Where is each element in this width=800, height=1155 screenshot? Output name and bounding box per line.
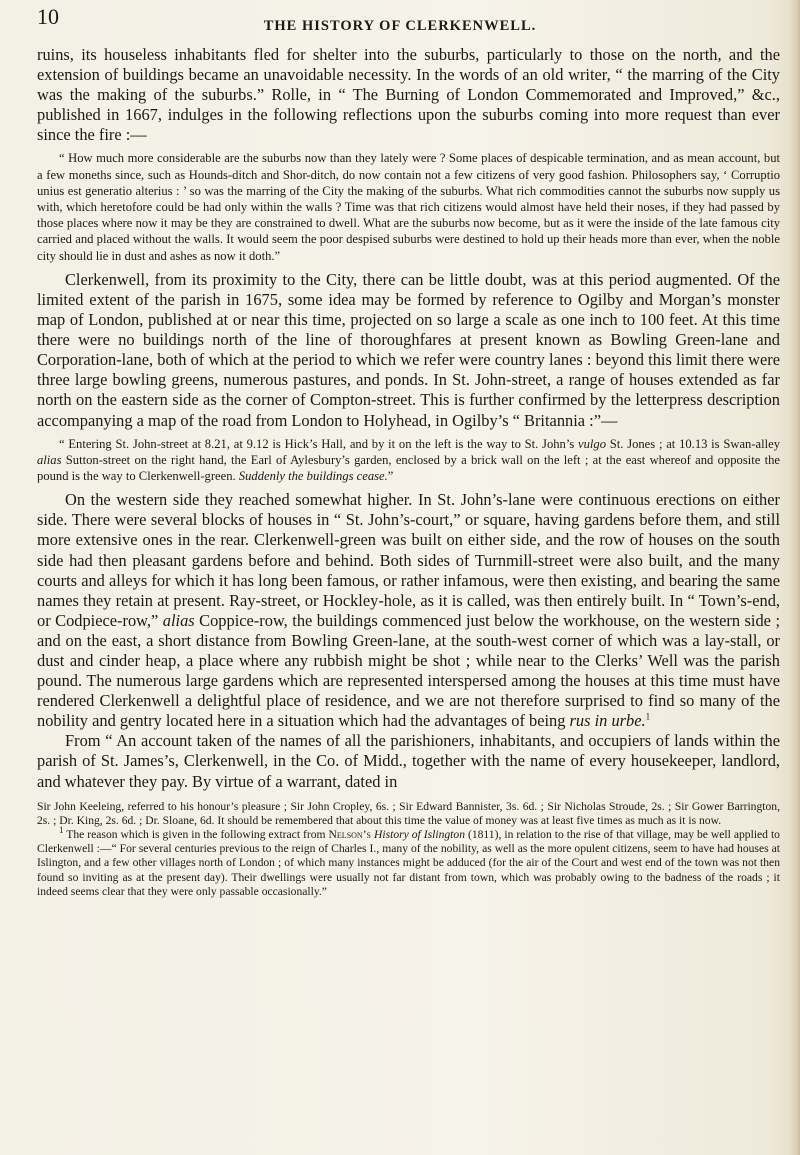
page-number: 10	[37, 4, 59, 29]
footnote-ref-1: 1	[645, 711, 651, 722]
running-title: THE HISTORY OF CLERKENWELL.	[263, 18, 537, 34]
paragraph-1: ruins, its houseless inhabitants fled for shelter into the suburbs, particularly to those on the north, and the extension of buildings became an unavoidable necessity. In the words of an old writer, “ the marring of the City was the making of the suburbs.” Rolle, in “ The Burning of London Commemorated and Improved,” &c., published in 1667, indulges in the following reflections upon the suburbs coming into more request than ever since the fire :—	[37, 45, 780, 145]
page-body	[37, 45, 780, 899]
paragraph-3-text-1: On the western side they reached somewhat higher. In St. John’s-lane were continuous erections on either side. There were several blocks of houses in “ St. John’s-court,” or square, having gardens before them, and still more extensive ones in the rear. Clerkenwell-green was built on either side, and the row of houses on the south side had then pleasant gardens before and behind. Both sides of Turnmill-street were also built, and the many courts and alleys for which it has long been famous, or rather infamous, were then existing, and bearing the same names they retain at present. Ray-street, or Hockley-hole, as it is called, was then entirely built. In “ Town’s-end, or Codpiece-row,”	[37, 490, 780, 630]
paragraph-2: Clerkenwell, from its proximity to the City, there can be little doubt, was at this period augmented. Of the limited extent of the parish in 1675, some idea may be formed by reference to Ogilby and Morgan’s monster map of London, published at or near this time, projected on so large a scale as one inch to 100 feet. At this time there were no buildings north of the line of thoroughfares at present known as Bowling Green-lane and Corporation-lane, both of which at the period to which we refer were country lanes : beyond this limit there were three large bowling greens, numerous pastures, and ponds. In St. John-street, a range of houses extended as far north on the eastern side as the corner of Compton-street. This is further confirmed by the letterpress description accompanying a map of the road from London to Holyhead, in Ogilby’s “ Britannia :”—	[37, 269, 780, 430]
quote-ogilby-text-2: St. Jones ; at 10.13 is Swan-alley	[606, 436, 780, 451]
footnote-1-book-title: History of Islington	[374, 828, 465, 842]
quote-ogilby	[37, 436, 780, 485]
quote-ogilby-text-1: “ Entering St. John-street at 8.21, at 9.12 is Hick’s Hall, and by it on the left is the way to St. John’s	[59, 436, 579, 451]
footnote-1-author: Nelson’s	[328, 828, 372, 842]
footnote-1-text-2: (1811), in relation to the rise of that village, may be well applied to Clerkenwell :—“ For several centuries previous to the reign of Charles I., many of the nobility, as well as the more opulent citizens, seem to have had houses at Islington, and a few other villages north of London ; of which many instances might be adduced (for the air of the Court and west end of the town was not then found so inviting as at the present day). Their dwellings were usually not far distant from town, which was probably owing to the badness of the roads ; it indeed seems clear that they were only passable occasionally.”	[37, 828, 780, 898]
paragraph-3-text-2: Coppice-row, the buildings commenced just below the workhouse, on the western side ; and on the east, a short distance from Bowling Green-lane, at the south-west corner of which was a lay-stall, or dust and cinder heap, a place where any rubbish might be shot ; while near to the Clerks’ Well was the parish pound. The numerous large gardens which are represented interspersed among the houses at this time must have rendered Clerkenwell a delightful place of residence, and we are not therefore surprised to find so many of the nobility and gentry located here in a situation which had the advantages of being	[37, 610, 780, 731]
quote-rolle: “ How much more considerable are the suburbs now than they lately were ? Some places of despicable termination, and as mean account, but a few moneths since, such as Hounds-ditch and Shor-ditch, do now contain not a few citizens of very good fashion. Philosophers say, ‘ Corruptio unius est generatio alterius : ’ so was the marring of the City the making of the suburbs. What rich commodities cannot the suburbs now supply us with, which heretofore could be had only within the walls ? Time was that rich citizens would almost have held their noses, if they had passed by those places where now it may be they are constrained to dwell. What are the suburbs now become, but as it were the inside of the late famous city carried and placed without the walls. It would seem the poor despised suburbs were destined to hold up their heads more than ever, when the noble city should lie in dust and ashes as now it doth.”	[37, 151, 780, 263]
quote-ogilby-text-3: Sutton-street on the right hand, the Earl of Aylesbury’s garden, enclosed by a brick wall on the left ; at the east whereof and opposite the pound is the way to Clerkenwell-green.	[37, 452, 780, 484]
paragraph-3-italic-alias: alias	[162, 610, 195, 630]
quote-ogilby-italic-vulgo: vulgo	[578, 436, 606, 451]
quote-ogilby-italic-closing: Suddenly the buildings cease.	[238, 469, 388, 484]
footnote-1-mark: 1	[59, 825, 64, 836]
quote-ogilby-close-mark: ”	[387, 469, 394, 484]
footnote-continuation: Sir John Keeleing, referred to his honour’s pleasure ; Sir John Cropley, 6s. ; Sir Edward Bannister, 3s. 6d. ; Sir Nicholas Stroude, 2s. ; Sir Gower Barrington, 2s. ; Dr. King, 2s. 6d. ; Dr. Sloane, 6d. It should be remembered that about this time the value of money was at least five times as much as it is now.	[37, 799, 780, 827]
paragraph-4: From “ An account taken of the names of all the parishioners, inhabitants, and occupiers of lands within the parish of St. James’s, Clerkenwell, in the Co. of Midd., together with the name of every housekeeper, landlord, and whatever they pay. By virtue of a warrant, dated in	[37, 731, 780, 791]
footnotes	[37, 800, 780, 899]
footnote-1-text-1: The reason which is given in the following extract from	[63, 828, 329, 842]
paragraph-3	[37, 490, 780, 731]
quote-ogilby-italic-alias: alias	[37, 452, 62, 467]
footnote-1	[37, 825, 780, 899]
page-edge-shadow	[790, 0, 800, 1155]
paragraph-3-italic-rus-in-urbe: rus in urbe.	[569, 711, 646, 731]
